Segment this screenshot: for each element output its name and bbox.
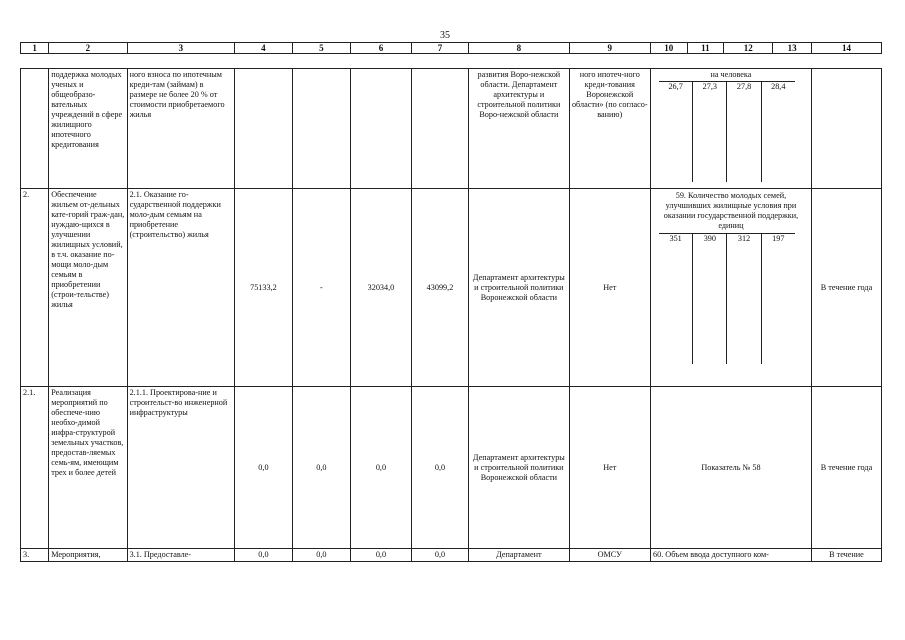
cell-action: 2.1. Оказание го-сударственной поддержки моло-дым семьям на приобретение (строительство) жилья — [127, 189, 235, 387]
col-num: 11 — [687, 43, 724, 54]
col-num: 13 — [773, 43, 812, 54]
indicator-value: 27,3 — [692, 82, 726, 182]
indicator-value: 197 — [761, 234, 795, 364]
cell-partner: Нет — [569, 387, 651, 549]
indicator-value: 28,4 — [761, 82, 795, 182]
cell-executor: Департамент — [469, 549, 569, 562]
col-num: 8 — [469, 43, 569, 54]
cell-num: 3. — [21, 549, 49, 562]
col-num: 14 — [811, 43, 881, 54]
cell-partner: Нет — [569, 189, 651, 387]
cell-partner: ОМСУ — [569, 549, 651, 562]
cell-other: 0,0 — [411, 387, 468, 549]
cell-action: 3.1. Предоставле- — [127, 549, 235, 562]
cell-regional: 0,0 — [351, 549, 412, 562]
program-table — [20, 42, 882, 562]
indicator-ref: 60. Объем ввода доступного ком- — [651, 549, 812, 562]
col-num: 3 — [127, 43, 235, 54]
col-num: 10 — [651, 43, 688, 54]
col-num: 6 — [351, 43, 412, 54]
cell-event: Мероприятия, — [49, 549, 127, 562]
col-num: 4 — [235, 43, 292, 54]
indicator-label: на человека — [710, 70, 752, 79]
page-number: 35 — [440, 30, 450, 41]
cell-other: 0,0 — [411, 549, 468, 562]
indicator-value: 27,8 — [726, 82, 760, 182]
cell-term: В течение года — [811, 189, 881, 387]
cell-other: 43099,2 — [411, 189, 468, 387]
indicator-ref: Показатель № 58 — [651, 387, 812, 549]
col-num: 9 — [569, 43, 651, 54]
col-num: 1 — [21, 43, 49, 54]
indicator-value: 390 — [692, 234, 726, 364]
cell-federal: 0,0 — [292, 549, 351, 562]
cell-action: ного взноса по ипотечным креди-там (займам) в размере не более 20 % от стоимости приобретаемого жилья — [127, 69, 235, 189]
cell-federal: - — [292, 189, 351, 387]
column-numbers-row — [21, 43, 882, 54]
cell-num: 2. — [21, 189, 49, 387]
col-num: 7 — [411, 43, 468, 54]
table-row — [21, 387, 882, 549]
indicator-label: 59. Количество молодых семей, улучшивших жилищные условия при оказании государственной поддержки, единиц — [663, 191, 799, 230]
cell-term: В течение года — [811, 387, 881, 549]
indicator-cell — [651, 189, 812, 387]
cell-term: В течение — [811, 549, 881, 562]
cell-action: 2.1.1. Проектирова-ние и строительст-во инженерной инфраструктуры — [127, 387, 235, 549]
cell-total: 0,0 — [235, 387, 292, 549]
cell-executor: развития Воро-нежской области. Департамент архитектуры и строительной политики Воро-нежской области — [469, 69, 569, 189]
table-row — [21, 69, 882, 189]
indicator-cell — [651, 69, 812, 189]
table-row — [21, 189, 882, 387]
indicator-value: 351 — [669, 234, 682, 243]
cell-partner: ного ипотеч-ного креди-тования Воронежской области» (по согласо-ванию) — [569, 69, 651, 189]
col-num: 5 — [292, 43, 351, 54]
cell-total: 75133,2 — [235, 189, 292, 387]
cell-event: Реализация мероприятий по обеспече-нию необхо-димой инфра-структурой земельных участков, предостав-ляемых семь-ям, имеющим трех и более детей — [49, 387, 127, 549]
cell-regional: 0,0 — [351, 387, 412, 549]
cell-num: 2.1. — [21, 387, 49, 549]
indicator-value: 26,7 — [668, 82, 683, 91]
cell-event: поддержка молодых ученых и общеобразо-вательных учреждений в сфере жилищного ипотечного кредитования — [49, 69, 127, 189]
cell-executor: Департамент архитектуры и строительной политики Воронежской области — [469, 189, 569, 387]
table-row — [21, 549, 882, 562]
cell-executor: Департамент архитектуры и строительной политики Воронежской области — [469, 387, 569, 549]
col-num: 2 — [49, 43, 127, 54]
cell-federal: 0,0 — [292, 387, 351, 549]
indicator-value: 312 — [726, 234, 760, 364]
cell-event: Обеспечение жильем от-дельных кате-горий граж-дан, нуждаю-щихся в улучшении жилищных условий, в т.ч. оказание по-мощи моло-дым семьям в приобретении (строи-тельстве) жилья — [49, 189, 127, 387]
cell-total: 0,0 — [235, 549, 292, 562]
col-num: 12 — [724, 43, 773, 54]
cell-regional: 32034,0 — [351, 189, 412, 387]
